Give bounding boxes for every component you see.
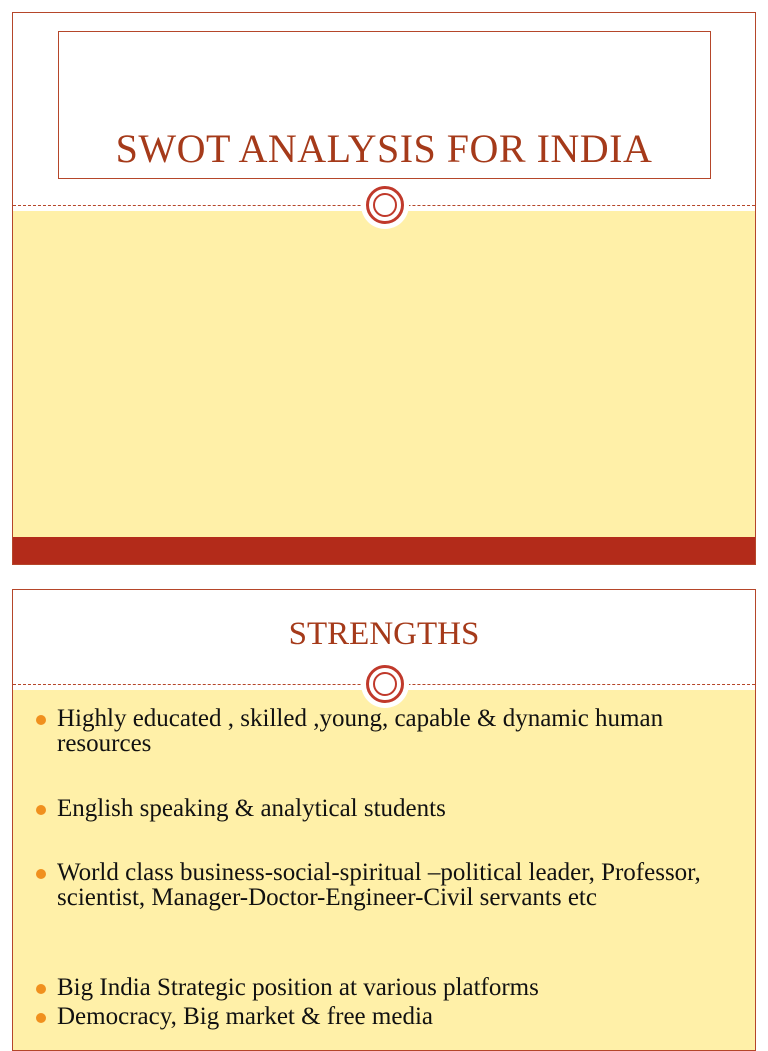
bullet-dot-icon	[36, 715, 46, 725]
ring-ornament-icon	[366, 186, 404, 224]
strengths-slide	[12, 589, 756, 1051]
bullet-item	[57, 860, 717, 910]
bullet-text: English speaking & analytical students	[57, 795, 446, 822]
ring-ornament-icon	[366, 665, 404, 703]
bullet-text: Democracy, Big market & free media	[57, 1003, 433, 1030]
footer-band	[13, 537, 755, 564]
bullet-dot-icon	[36, 1013, 46, 1023]
bullet-dot-icon	[36, 805, 46, 815]
bullet-text: Big India Strategic position at various platforms	[57, 974, 539, 1001]
bullet-text: Highly educated , skilled ,young, capable & dynamic human resources	[57, 705, 664, 757]
bullet-dot-icon	[36, 984, 46, 994]
bullet-text: World class business-social-spiritual –political leader, Professor, scientist, Manager-Doctor-Engineer-Civil servants etc	[57, 859, 701, 911]
content-area	[13, 211, 755, 537]
bullet-item	[57, 706, 717, 756]
bullet-item	[57, 796, 717, 821]
bullet-item	[57, 975, 717, 1000]
title-slide	[12, 12, 756, 565]
bullet-dot-icon	[36, 869, 46, 879]
bullet-item	[57, 1004, 717, 1029]
slide-title: SWOT ANALYSIS FOR INDIA	[115, 126, 653, 171]
section-heading: STRENGTHS	[288, 616, 480, 652]
